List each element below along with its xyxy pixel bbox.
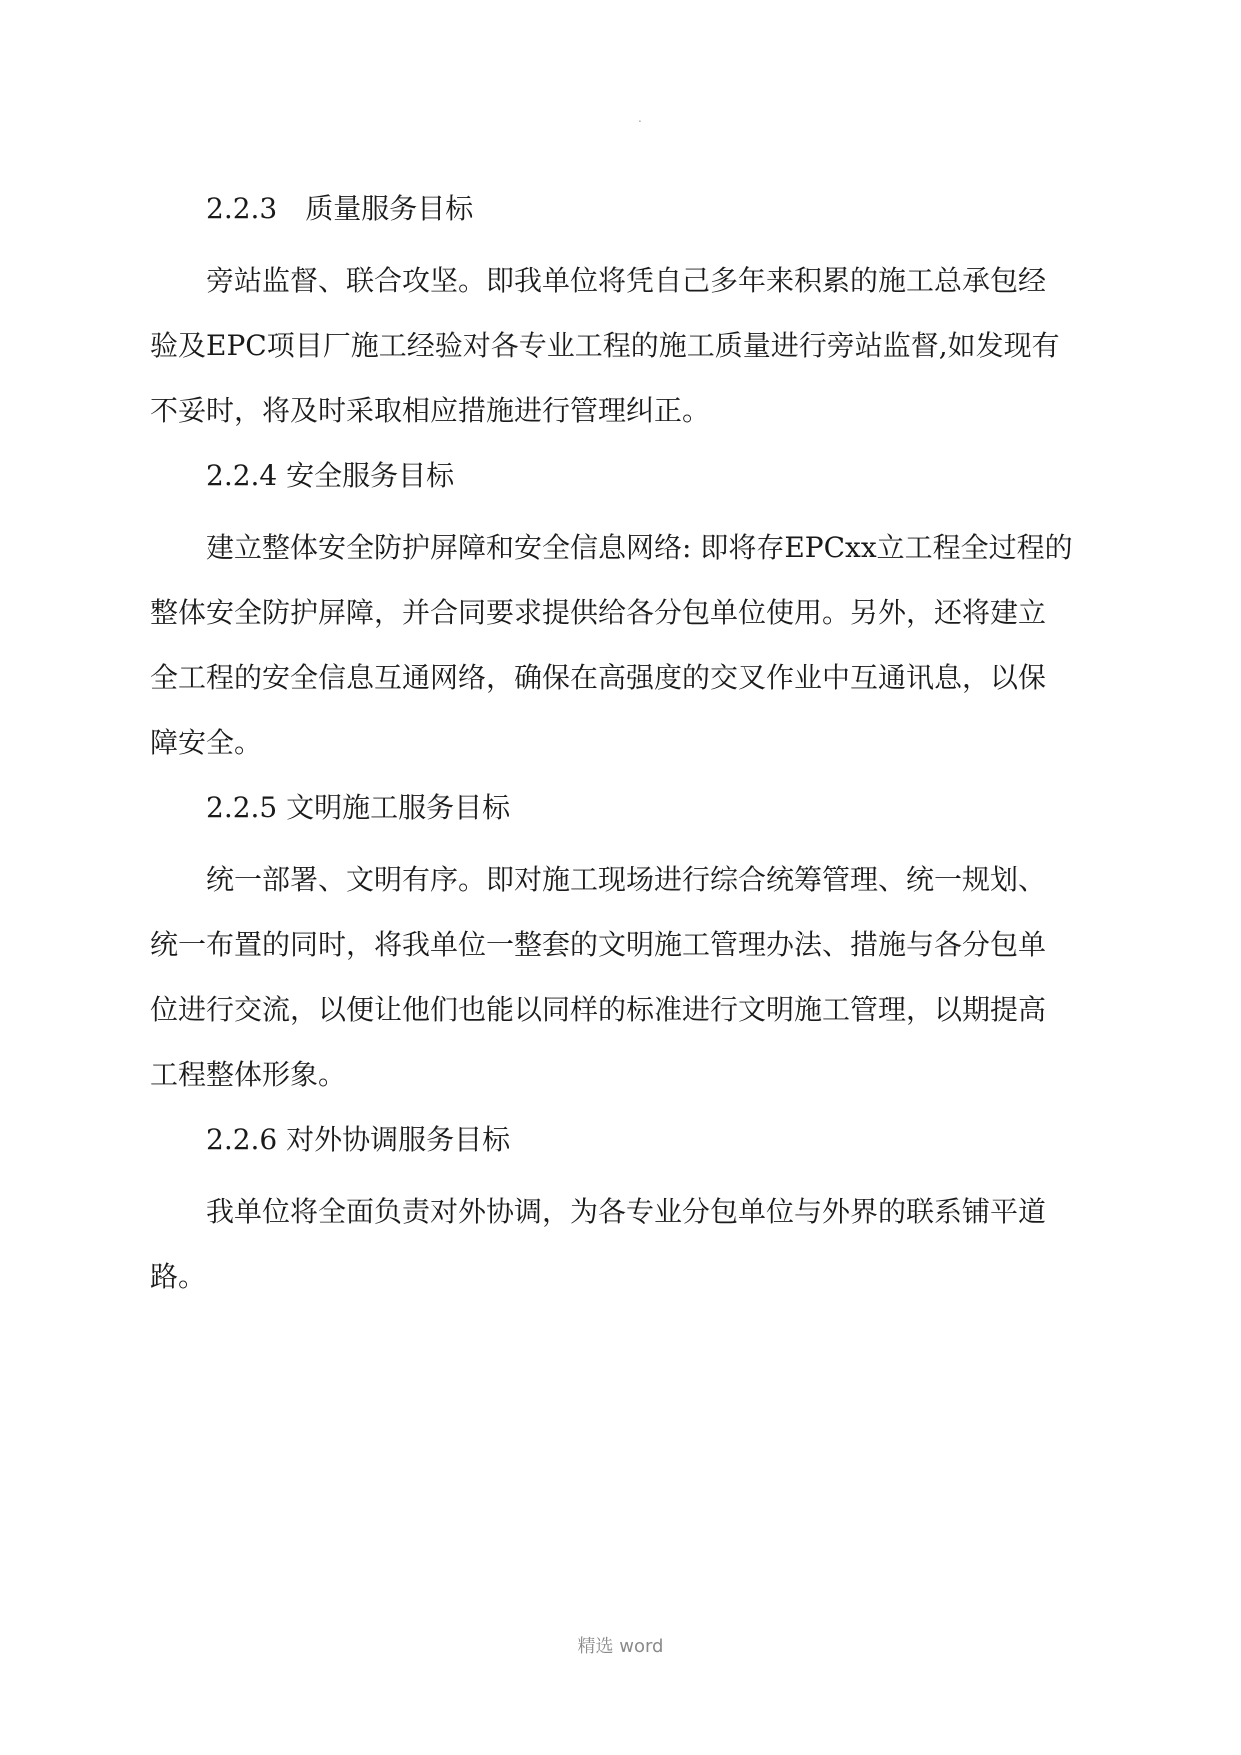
- paragraph-line: 工程整体形象。: [150, 1058, 347, 1091]
- paragraph-line: 统一布置的同时，将我单位一整套的文明施工管理办法、措施与各分包单: [150, 928, 1047, 961]
- paragraph-line: 建立整体安全防护屏障和安全信息网络: 即将存EPCxx立工程全过程的: [206, 531, 1073, 564]
- paragraph-line: 不妥时，将及时采取相应措施进行管理纠正。: [150, 394, 711, 427]
- paragraph-line: 位进行交流，以便让他们也能以同样的标准进行文明施工管理，以期提高: [150, 993, 1047, 1026]
- section-paragraph-2-2-3: [150, 248, 1090, 443]
- paragraph-line: 路。: [150, 1260, 207, 1293]
- header-mark: .: [638, 111, 642, 125]
- section-heading-2-2-4: 2.2.4 安全服务目标: [206, 459, 455, 492]
- paragraph-line: 我单位将全面负责对外协调，为各专业分包单位与外界的联系铺平道: [206, 1195, 1047, 1228]
- paragraph-line: 障安全。: [150, 726, 263, 759]
- paragraph-line: 整体安全防护屏障，并合同要求提供给各分包单位使用。另外，还将建立: [150, 596, 1047, 629]
- paragraph-line: 统一部署、文明有序。即对施工现场进行综合统筹管理、统一规划、: [206, 863, 1047, 896]
- page-footer: 精选 word: [577, 1636, 664, 1657]
- document-body: [150, 190, 1090, 1323]
- section-paragraph-2-2-5: [150, 847, 1090, 1107]
- section-paragraph-2-2-6: [150, 1179, 1090, 1309]
- paragraph-line: 全工程的安全信息互通网络，确保在高强度的交叉作业中互通讯息，以保: [150, 661, 1047, 694]
- section-paragraph-2-2-4: [150, 515, 1090, 775]
- section-heading-2-2-3: 2.2.3 质量服务目标: [206, 192, 474, 225]
- paragraph-line: 旁站监督、联合攻坚。即我单位将凭自己多年来积累的施工总承包经: [206, 264, 1047, 297]
- section-heading-2-2-6: 2.2.6 对外协调服务目标: [206, 1123, 511, 1156]
- paragraph-line: 验及EPC项目厂施工经验对各专业工程的施工质量进行旁站监督,如发现有: [150, 329, 1060, 362]
- section-heading-2-2-5: 2.2.5 文明施工服务目标: [206, 791, 511, 824]
